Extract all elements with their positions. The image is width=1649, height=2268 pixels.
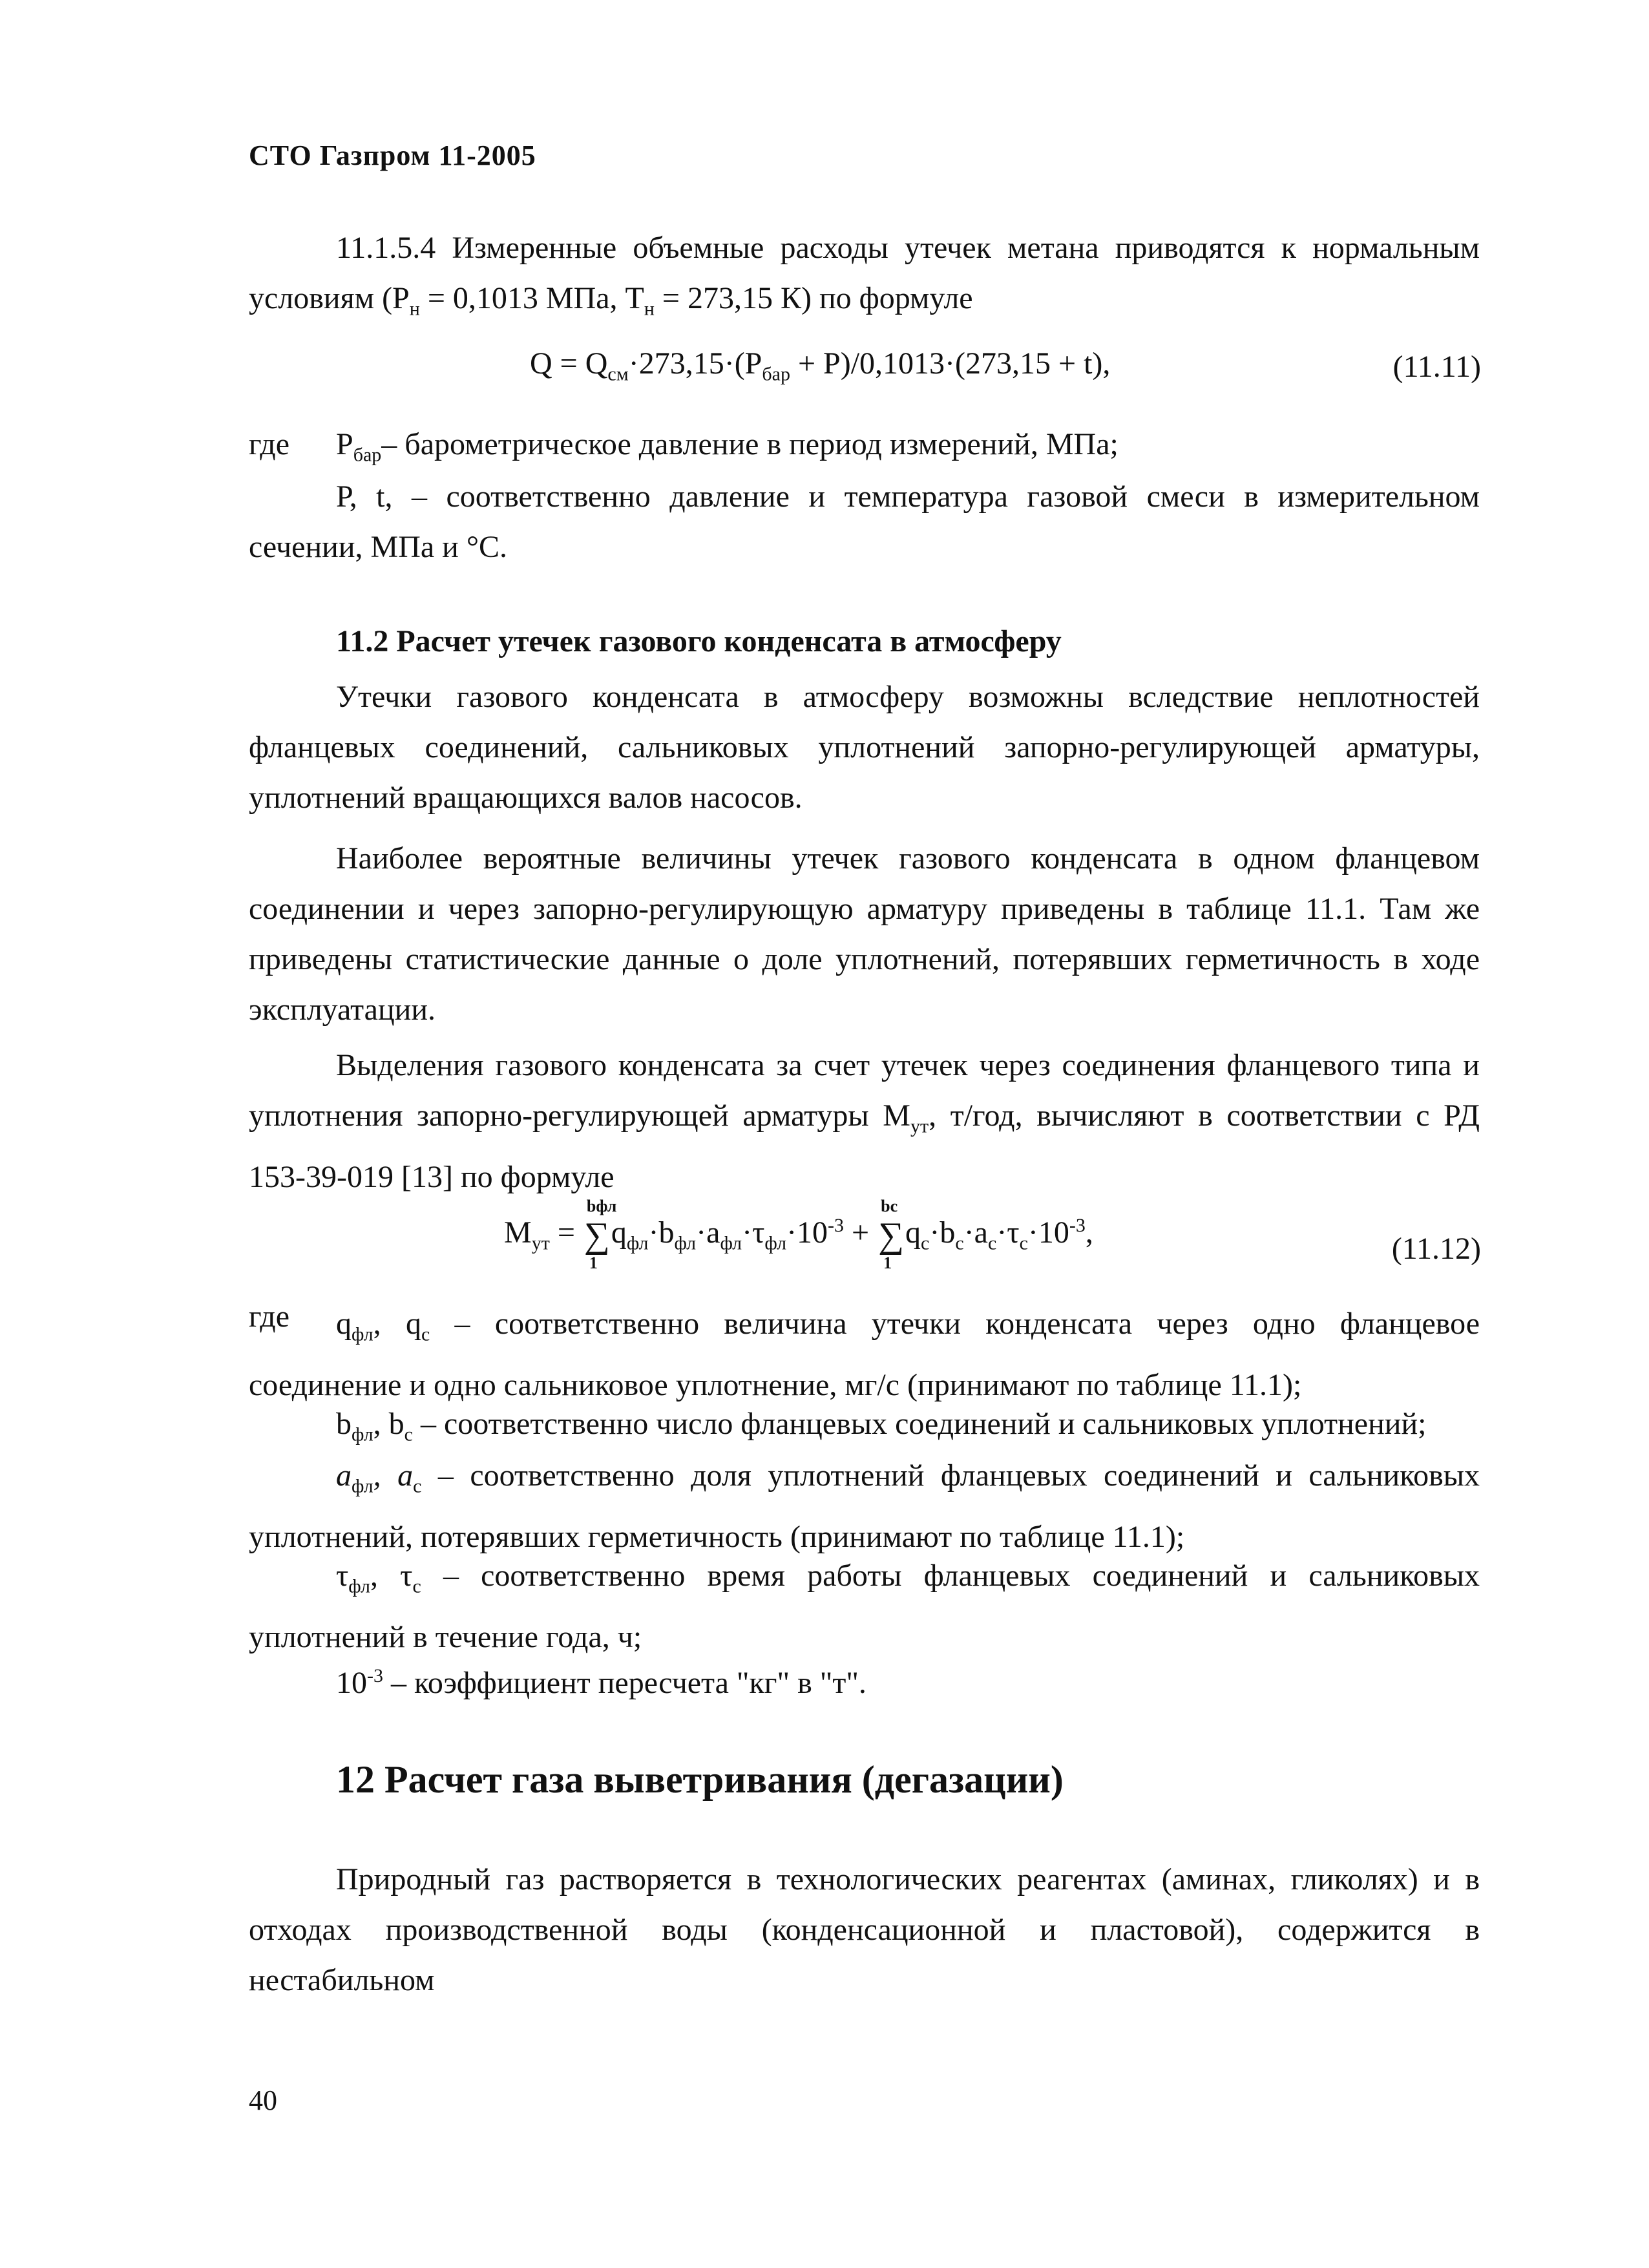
formula-11-11: $Q = Q_{см}\cdot 273,15\cdot(Р_{бар} + Р)/0,1013\cdot(273,15 + t)$, xyxy=(530,346,1111,385)
section-heading-12: 12 Расчет газа выветривания (дегазации) xyxy=(336,1758,1064,1801)
equation-number-11-12: (11.12) xyxy=(1391,1232,1481,1266)
definition-p-t: Р, t, – соответственно давление и температура газовой смеси в измерительном сечении, МПа и °С. xyxy=(249,479,1480,564)
where-label: где xyxy=(249,427,290,461)
section-heading-11-2: 11.2 Расчет утечек газового конденсата в атмосферу xyxy=(336,624,1062,658)
sum-symbol-gland: ∑ bc 1 xyxy=(878,1197,905,1272)
definition-b: $b_{фл}$, $b_с$ – соответственно число фланцевых соединений и сальниковых уплотнений; xyxy=(336,1407,1427,1445)
definition-q: $q_{фл}$, $q_с$ – соответственно величина утечки конденсата через одно фланцевое соединение и одно сальниковое уплотнение, мг/с (принимают по таблице 11.1); xyxy=(249,1307,1480,1402)
paragraph-leak-values: Наиболее вероятные величины утечек газового конденсата в одном фланцевом соединении и через запорно-регулирующую арматуру приведены в таблице 11.1. Там же приведены статистические данные о доле уплотнений, потерявших герметичность в ходе эксплуатации. xyxy=(249,841,1480,1027)
where-label-2: где xyxy=(249,1299,290,1334)
paragraph-leaks-intro: Утечки газового конденсата в атмосферу возможны вследствие неплотностей фланцевых соединений, сальниковых уплотнений запорно-регулирующей арматуры, уплотнений вращающихся валов насосов. xyxy=(249,680,1480,815)
formula-11-12: $М_{ут}$ = ∑ bфл 1 $q_{фл}\cdot b_{фл}\cdot a_{фл}\cdot\tau_{фл}\cdot 10^{-3}$ + ∑ bc 1 $q_c\cdot b_c\cdot a_c\cdot\tau_c\cdot 10^{-3}$, xyxy=(504,1197,1093,1272)
equation-number-11-11: (11.11) xyxy=(1392,350,1481,384)
definition-p-bar: $Р_{бар}-$ барометрическое давление в период измерений, МПа; xyxy=(336,427,1119,466)
document-header: СТО Газпром 11-2005 xyxy=(249,140,536,171)
definition-tau: $\tau_{фл}$, $\tau_с$ – соответственно время работы фланцевых соединений и сальниковых уплотнений в течение года, ч; xyxy=(249,1559,1480,1654)
definition-coefficient: $10^{-3}$ – коэффициент пересчета "кг" в "т". xyxy=(336,1665,867,1700)
paragraph-11-1-5-4: 11.1.5.4 Измеренные объемные расходы утечек метана приводятся к нормальным условиям ($Р_н = 0,1013$ МПа, $Т_н = 273,15$ К) по формуле xyxy=(249,231,1480,320)
definition-a: $a_{фл}$, $a_с$ – соответственно доля уплотнений фланцевых соединений и сальниковых уплотнений, потерявших герметичность (принимают по таблице 11.1); xyxy=(249,1458,1480,1554)
paragraph-degassing: Природный газ растворяется в технологических реагентах (аминах, гликолях) и в отходах производственной воды (конденсационной и пластовой), содержится в нестабильном xyxy=(249,1862,1480,1997)
paragraph-emissions: Выделения газового конденсата за счет утечек через соединения фланцевого типа и уплотнения запорно-регулирующей арматуры $М_{ут}$, т/год, вычисляют в соответствии с РД 153-39-019 [13] по формуле xyxy=(249,1048,1480,1194)
page-number: 40 xyxy=(249,2084,277,2116)
sum-symbol-flange: ∑ bфл 1 xyxy=(583,1197,617,1272)
